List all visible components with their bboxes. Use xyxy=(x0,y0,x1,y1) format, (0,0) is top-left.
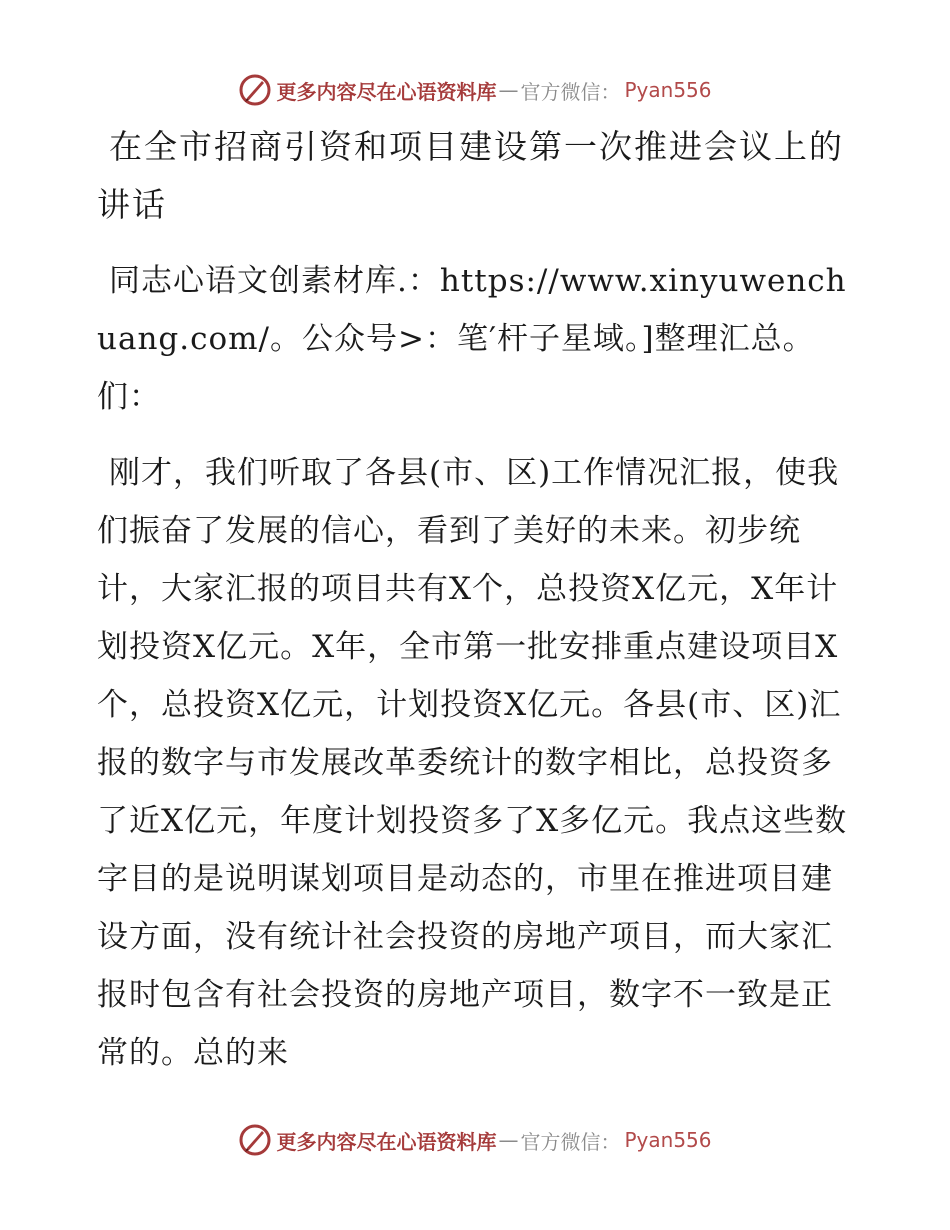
banner-text xyxy=(276,76,711,105)
banner-wechat-label: 官方微信： xyxy=(520,1129,621,1154)
document-content xyxy=(97,118,857,1082)
intro-paragraph: 同志心语文创素材库.：https://www.xinyuwenchuang.com/。公众号>：笔′杆子星域。]整理汇总。们： xyxy=(97,263,847,415)
quill-logo-icon xyxy=(238,73,272,107)
quill-logo-icon xyxy=(238,1123,272,1157)
header-banner xyxy=(0,70,950,110)
footer-banner xyxy=(0,1120,950,1160)
banner-dash: — xyxy=(498,78,519,102)
banner-main-text: 更多内容尽在心语资料库 xyxy=(276,1129,497,1154)
banner-main-text: 更多内容尽在心语资料库 xyxy=(276,79,497,104)
banner-wechat-label: 官方微信： xyxy=(520,79,621,104)
banner-dash: — xyxy=(498,1128,519,1152)
body-paragraph: 刚才，我们听取了各县(市、区)工作情况汇报，使我们振奋了发展的信心，看到了美好的未来。初步统计，大家汇报的项目共有X个，总投资X亿元，X年计划投资X亿元。X年，全市第一批安排重点建设项目X个，总投资X亿元，计划投资X亿元。各县(市、区)汇报的数字与市发展改革委统计的数字相比，总投资多了近X亿元，年度计划投资多了X多亿元。我点这些数字目的是说明谋划项目是动态的，市里在推进项目建设方面，没有统计社会投资的房地产项目，而大家汇报时包含有社会投资的房地产项目，数字不一致是正常的。总的来 xyxy=(97,455,848,1071)
banner-wechat-id: Pyan556 xyxy=(624,1128,712,1152)
banner-wechat-id: Pyan556 xyxy=(624,78,712,102)
banner-text xyxy=(276,1126,711,1155)
document-title: 在全市招商引资和项目建设第一次推进会议上的讲话 xyxy=(97,127,844,224)
